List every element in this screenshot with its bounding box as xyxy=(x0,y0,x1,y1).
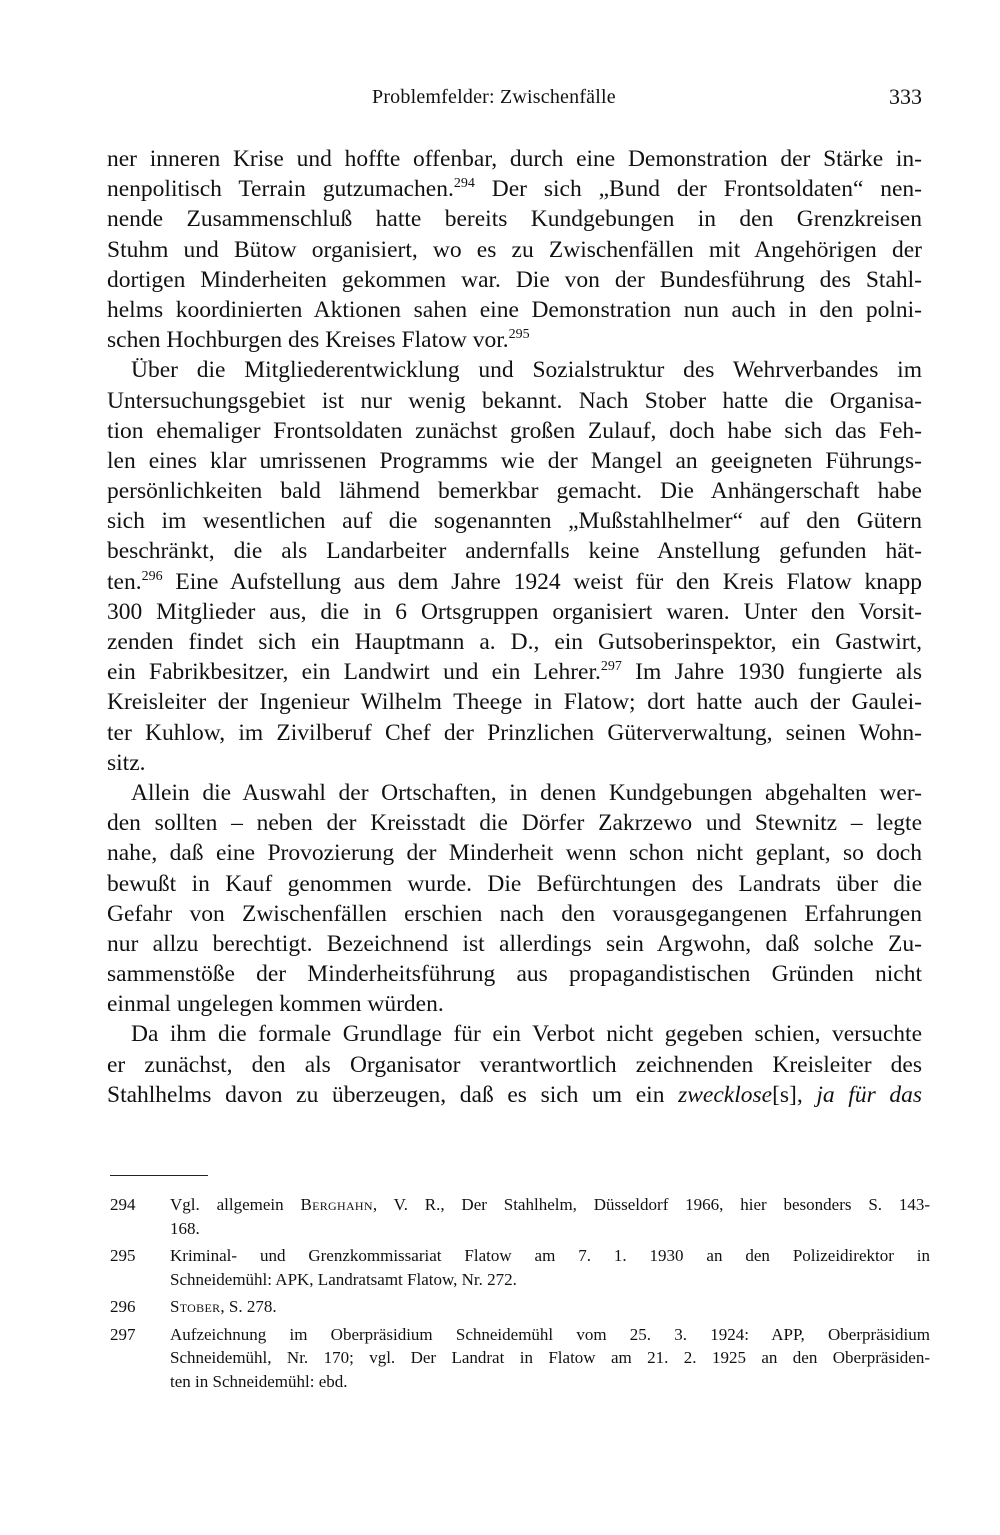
footnote-separator xyxy=(110,1175,208,1176)
body-line: nenpolitisch Terrain gutzumachen.$^{294}$ Der sich „Bund der Frontsoldaten“ nen- xyxy=(107,176,923,203)
footnote-ref-296: 296 xyxy=(141,568,163,584)
body-line: persönlichkeiten bald lähmend bemerkbar gemacht. Die Anhängerschaft habe xyxy=(107,478,922,505)
footnote-line: Stober, S. 278. xyxy=(170,1297,277,1316)
body-line: bewußt in Kauf genommen wurde. Die Befürchtungen des Landrats über die xyxy=(107,870,922,897)
body-line: ner inneren Krise und hoffte offenbar, durch eine Demonstration der Stärke in- xyxy=(107,146,922,172)
body-line: helms koordinierten Aktionen sahen eine Demonstration nun auch in den polni- xyxy=(107,296,922,323)
footnote-ref-297: 297 xyxy=(600,659,622,675)
footnote-number: 294 xyxy=(110,1195,136,1214)
footnote-line: ten in Schneidemühl: ebd. xyxy=(170,1371,348,1391)
footnote-ref-294: 294 xyxy=(453,176,475,192)
body-line: nende Zusammenschluß hatte bereits Kundgebungen in den Grenzkreisen xyxy=(107,206,922,233)
body-line: Gefahr von Zwischenfällen erschien nach den vorausgegangenen Erfahrungen xyxy=(107,900,922,927)
body-line: dortigen Minderheiten gekommen war. Die von der Bundesführung des Stahl- xyxy=(107,266,922,293)
body-line: Kreisleiter der Ingenieur Wilhelm Theege in Flatow; dort hatte auch der Gaulei- xyxy=(107,689,922,716)
body-line: den sollten – neben der Kreisstadt die Dörfer Zakrzewo und Stewnitz – legte xyxy=(107,810,922,837)
body-line: Da ihm die formale Grundlage für ein Verbot nicht gegeben schien, versuchte xyxy=(131,1021,922,1048)
body-line: nur allzu berechtigt. Bezeichnend ist allerdings sein Argwohn, daß solche Zu- xyxy=(107,930,922,957)
footnote-line: Vgl. allgemein Berghahn, V. R., Der Stahlhelm, Düsseldorf 1966, hier besonders S. 143- xyxy=(170,1195,931,1214)
body-line: sitz. xyxy=(107,749,146,776)
footnote-number: 297 xyxy=(110,1324,136,1344)
body-line: Untersuchungsgebiet ist nur wenig bekannt. Nach Stober hatte die Organisa- xyxy=(107,387,922,414)
footnote-line: 168. xyxy=(170,1218,200,1238)
body-line: er zunächst, den als Organisator verantwortlich zeichnenden Kreisleiter des xyxy=(107,1051,922,1078)
body-line: Über die Mitgliederentwicklung und Sozialstruktur des Wehrverbandes im xyxy=(131,357,922,384)
footnote-296 xyxy=(110,1295,930,1319)
running-title: Problemfelder: Zwischenfälle xyxy=(372,86,616,108)
body-line: sammenstöße der Minderheitsführung aus propagandistischen Gründen nicht xyxy=(107,961,922,988)
body-line: Stahlhelms davon zu überzeugen, daß es sich um ein zwecklose[s], ja für das xyxy=(107,1081,923,1108)
footnote-ref-295: 295 xyxy=(508,327,530,343)
footnote-295 xyxy=(110,1244,930,1291)
body-line: len eines klar umrissenen Programms wie der Mangel an geeigneten Führungs- xyxy=(107,447,922,474)
footnotes xyxy=(110,1193,930,1397)
body-line: einmal ungelegen kommen würden. xyxy=(107,991,444,1018)
footnote-number: 295 xyxy=(110,1246,136,1265)
body-line: tion ehemaliger Frontsoldaten zunächst großen Zulauf, doch habe sich das Feh- xyxy=(107,417,922,444)
body-line: Stuhm und Bütow organisiert, wo es zu Zwischenfällen mit Angehörigen der xyxy=(107,236,922,263)
body-line: zenden findet sich ein Hauptmann a. D., ein Gutsoberinspektor, ein Gastwirt, xyxy=(107,629,922,655)
body-line: Allein die Auswahl der Ortschaften, in denen Kundgebungen abgehalten wer- xyxy=(131,779,922,806)
body-line: nahe, daß eine Provozierung der Minderheit wenn schon nicht geplant, so doch xyxy=(107,840,922,867)
running-header xyxy=(107,86,922,120)
footnote-line: Kriminal- und Grenzkommissariat Flatow am 7. 1. 1930 an den Polizeidirektor in xyxy=(170,1246,930,1265)
body-line: ein Fabrikbesitzer, ein Landwirt und ein Lehrer.$^{297}$ Im Jahre 1930 fungierte als xyxy=(107,659,922,686)
footnote-297 xyxy=(110,1323,930,1394)
footnote-line: Aufzeichnung im Oberpräsidium Schneidemühl vom 25. 3. 1924: APP, Oberpräsidium xyxy=(170,1324,930,1344)
body-text xyxy=(107,144,922,1110)
footnote-line: Schneidemühl, Nr. 170; vgl. Der Landrat in Flatow am 21. 2. 1925 an den Oberpräsiden- xyxy=(170,1348,930,1367)
page-number: 333 xyxy=(889,84,922,109)
body-line: beschränkt, die als Landarbeiter andernfalls keine Anstellung gefunden hät- xyxy=(107,538,922,565)
body-line: ten.$^{296}$ Eine Aufstellung aus dem Jahre 1924 weist für den Kreis Flatow knapp xyxy=(107,568,922,595)
body-line: schen Hochburgen des Kreises Flatow vor.$^{295}$ xyxy=(107,327,530,354)
body-line: sich im wesentlichen auf die sogenannten „Mußstahlhelmer“ auf den Gütern xyxy=(107,508,922,535)
footnote-number: 296 xyxy=(110,1297,136,1316)
body-line: ter Kuhlow, im Zivilberuf Chef der Prinzlichen Güterverwaltung, seinen Wohn- xyxy=(107,719,922,746)
footnote-line: Schneidemühl: APK, Landratsamt Flatow, Nr. 272. xyxy=(170,1269,517,1289)
body-line: 300 Mitglieder aus, die in 6 Ortsgruppen organisiert waren. Unter den Vorsit- xyxy=(107,598,922,625)
footnote-294 xyxy=(110,1193,930,1240)
